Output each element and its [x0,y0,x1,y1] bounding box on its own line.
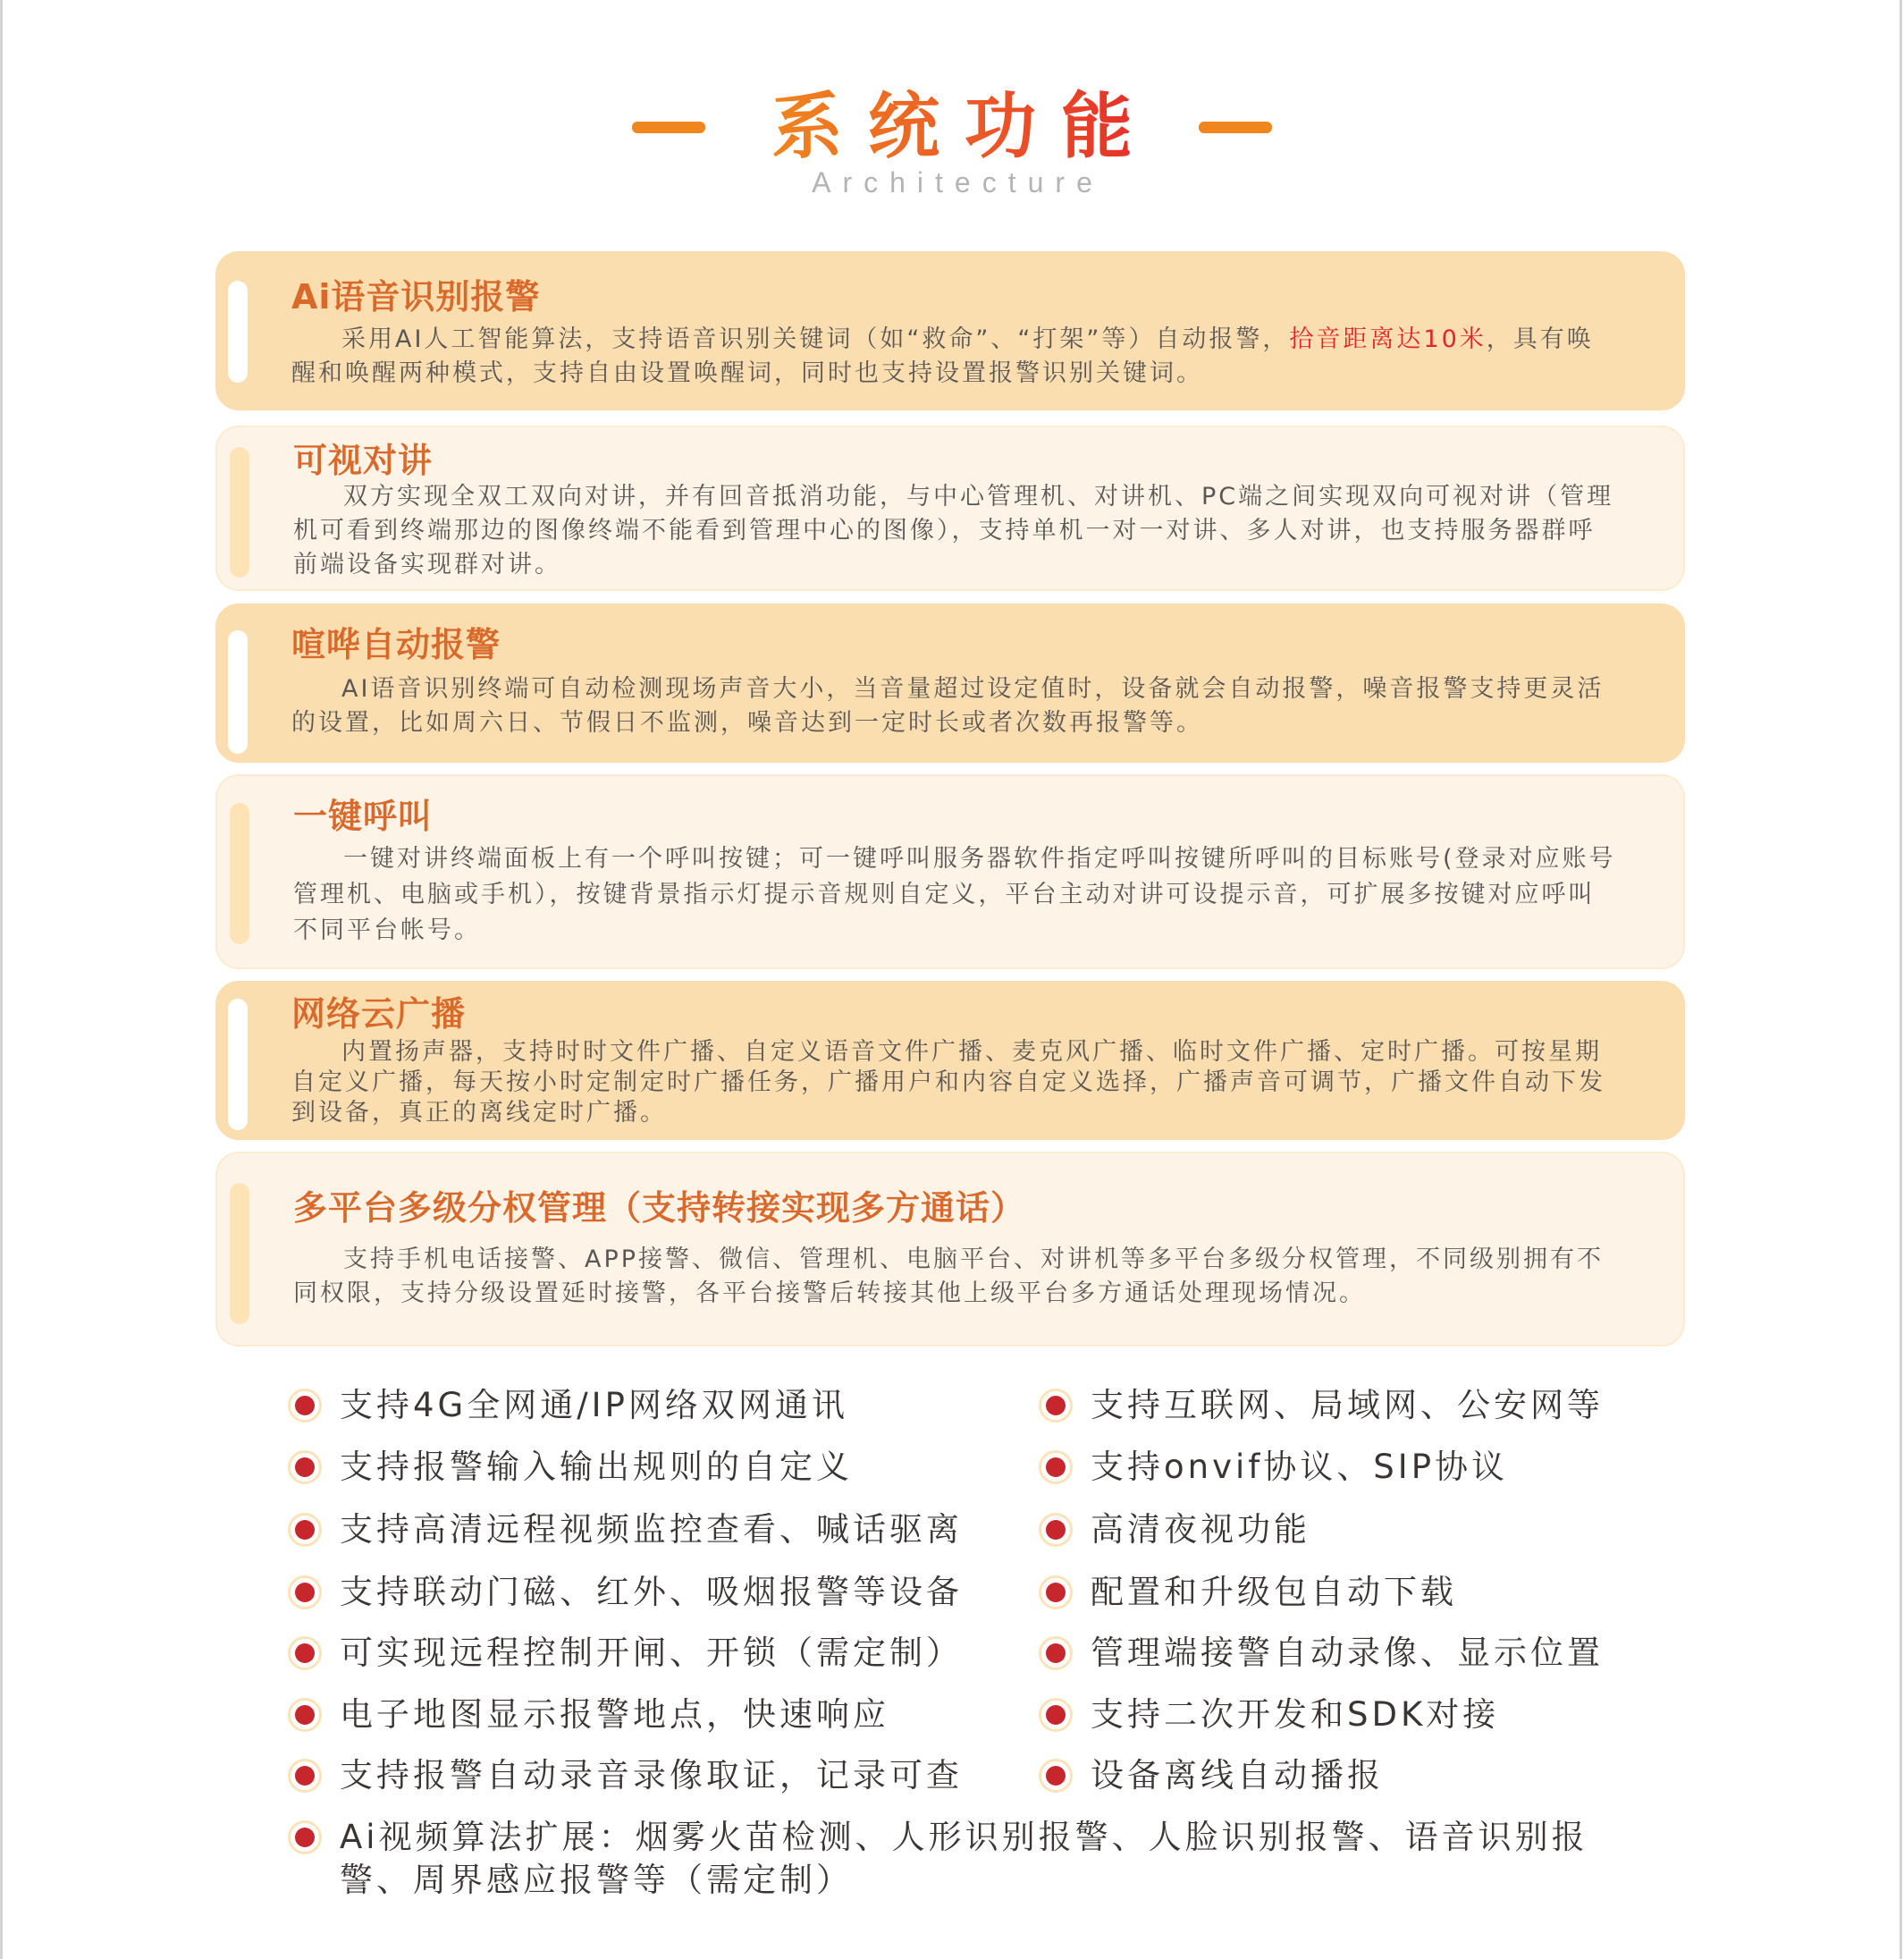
card-body [293,1243,1616,1311]
card-body-text: 双方实现全双工双向对讲，并有回音抵消功能，与中心管理机、对讲机、PC端之间实现双向可视对讲（管理机可看到终端那边的图像终端不能看到管理中心的图像），支持单机一对一对讲、多人对讲，也支持服务器群呼前端设备实现群对讲。 [293,483,1614,578]
card-body [291,323,1614,391]
feature-item-text: 支持联动门磁、红外、吸烟报警等设备 [340,1573,963,1611]
feature-item-text: 可实现远程控制开闸、开锁（需定制） [340,1634,963,1672]
feature-item-text: 支持onvif协议、SIP协议 [1091,1448,1508,1486]
card-accent-bar [230,1183,249,1324]
feature-card-one-key-call [215,774,1685,969]
title-dash-right-icon [1199,122,1272,133]
card-body [291,1037,1614,1128]
feature-item [1039,1508,1310,1551]
feature-item [288,1571,963,1614]
card-title: 多平台多级分权管理（支持转接实现多方通话） [293,1188,1026,1228]
card-title: Ai语音识别报警 [291,277,541,317]
red-dot-icon [1039,1450,1073,1484]
feature-card-cloud-broadcast [215,981,1685,1140]
feature-item-text: 支持互联网、局域网、公安网等 [1091,1386,1604,1424]
red-dot-icon [288,1698,322,1732]
feature-item [1039,1754,1384,1797]
feature-item-text: 支持高清远程视频监控查看、喊话驱离 [340,1510,963,1549]
feature-item [288,1446,853,1489]
feature-item [288,1632,963,1675]
feature-item-text: 电子地图显示报警地点，快速响应 [340,1695,889,1734]
feature-card-ai-voice [215,251,1685,410]
card-body-text: AI语音识别终端可自动检测现场声音大小，当音量超过设定值时，设备就会自动报警，噪音报警支持更灵活的设置，比如周六日、节假日不监测，噪音达到一定时长或者次数再报警等。 [291,675,1605,737]
card-title: 一键呼叫 [293,797,434,836]
feature-card-multi-platform [215,1152,1685,1347]
feature-item [1039,1693,1499,1736]
card-accent-bar [228,630,248,754]
red-dot-icon [288,1389,322,1423]
card-body-text: ，具有唤醒和唤醒两种模式，支持自由设置唤醒词，同时也支持设置报警识别关键词。 [291,325,1594,387]
feature-item [1039,1384,1604,1427]
red-dot-icon [288,1820,322,1854]
feature-item [288,1754,963,1797]
feature-item-text: 支持4G全网通/IP网络双网通讯 [340,1386,848,1424]
card-title: 网络云广播 [291,994,467,1034]
feature-item-text: Ai视频算法扩展：烟雾火苗检测、人形识别报警、人脸识别报警、语音识别报警、周界感应报警等（需定制） [340,1818,1588,1899]
card-body [291,672,1614,740]
card-accent-bar [228,281,248,383]
red-dot-icon [1039,1389,1073,1423]
red-dot-icon [288,1759,322,1793]
red-dot-icon [1039,1759,1073,1793]
card-accent-bar [230,447,249,578]
red-dot-icon [1039,1636,1073,1670]
red-dot-icon [1039,1575,1073,1609]
page-edge-right [1900,0,1902,1959]
feature-item-text: 设备离线自动播报 [1091,1756,1384,1794]
feature-item-text: 配置和升级包自动下载 [1091,1573,1457,1611]
feature-item [288,1693,889,1736]
red-dot-icon [1039,1513,1073,1547]
feature-item [1039,1632,1604,1675]
card-body-text: 一键对讲终端面板上有一个呼叫按键；可一键呼叫服务器软件指定呼叫按键所呼叫的目标账号(登录对应账号管理机、电脑或手机），按键背景指示灯提示音规则自定义，平台主动对讲可设提示音，可扩展多按键对应呼叫不同平台帐号。 [293,845,1616,944]
card-title: 喧哗自动报警 [291,625,501,664]
red-dot-icon [288,1450,322,1484]
page-header [0,0,1904,215]
card-title: 可视对讲 [293,441,434,480]
card-body [293,841,1616,949]
card-body [293,480,1616,582]
feature-card-video-intercom [215,426,1685,591]
feature-card-noise-alarm [215,604,1685,763]
feature-item-text: 支持报警输入输出规则的自定义 [340,1448,853,1486]
title-dash-left-icon [632,122,705,133]
card-body-text: 支持手机电话接警、APP接警、微信、管理机、电脑平台、对讲机等多平台多级分权管理，不同级别拥有不同权限，支持分级设置延时接警，各平台接警后转接其他上级平台多方通话处理现场情况。 [293,1245,1605,1307]
page-edge-left [0,0,3,1959]
feature-item-text: 高清夜视功能 [1091,1510,1310,1549]
card-body-text: 内置扬声器，支持时时文件广播、自定义语音文件广播、麦克风广播、临时文件广播、定时广播。可按星期自定义广播，每天按小时定制定时广播任务，广播用户和内容自定义选择，广播声音可调节，广播文件自动下发到设备，真正的离线定时广播。 [291,1038,1605,1127]
card-accent-bar [230,803,249,944]
feature-item-ai-video [288,1816,1611,1902]
page-title: 系统功能 [746,82,1158,172]
red-dot-icon [288,1636,322,1670]
feature-item-text: 管理端接警自动录像、显示位置 [1091,1634,1604,1672]
page-subtitle: Architecture [812,166,1104,198]
feature-item [288,1508,963,1551]
card-body-highlight: 拾音距离达10米 [1289,325,1487,353]
red-dot-icon [288,1513,322,1547]
card-accent-bar [228,999,248,1130]
feature-item-text: 支持报警自动录音录像取证，记录可查 [340,1756,963,1794]
feature-item [288,1384,848,1427]
feature-item [1039,1571,1457,1614]
card-body-text: 采用AI人工智能算法，支持语音识别关键词（如“救命”、“打架”等）自动报警， [341,325,1290,353]
feature-item [1039,1446,1508,1489]
feature-item-text: 支持二次开发和SDK对接 [1091,1695,1500,1734]
red-dot-icon [288,1575,322,1609]
title-row [0,82,1904,172]
red-dot-icon [1039,1698,1073,1732]
